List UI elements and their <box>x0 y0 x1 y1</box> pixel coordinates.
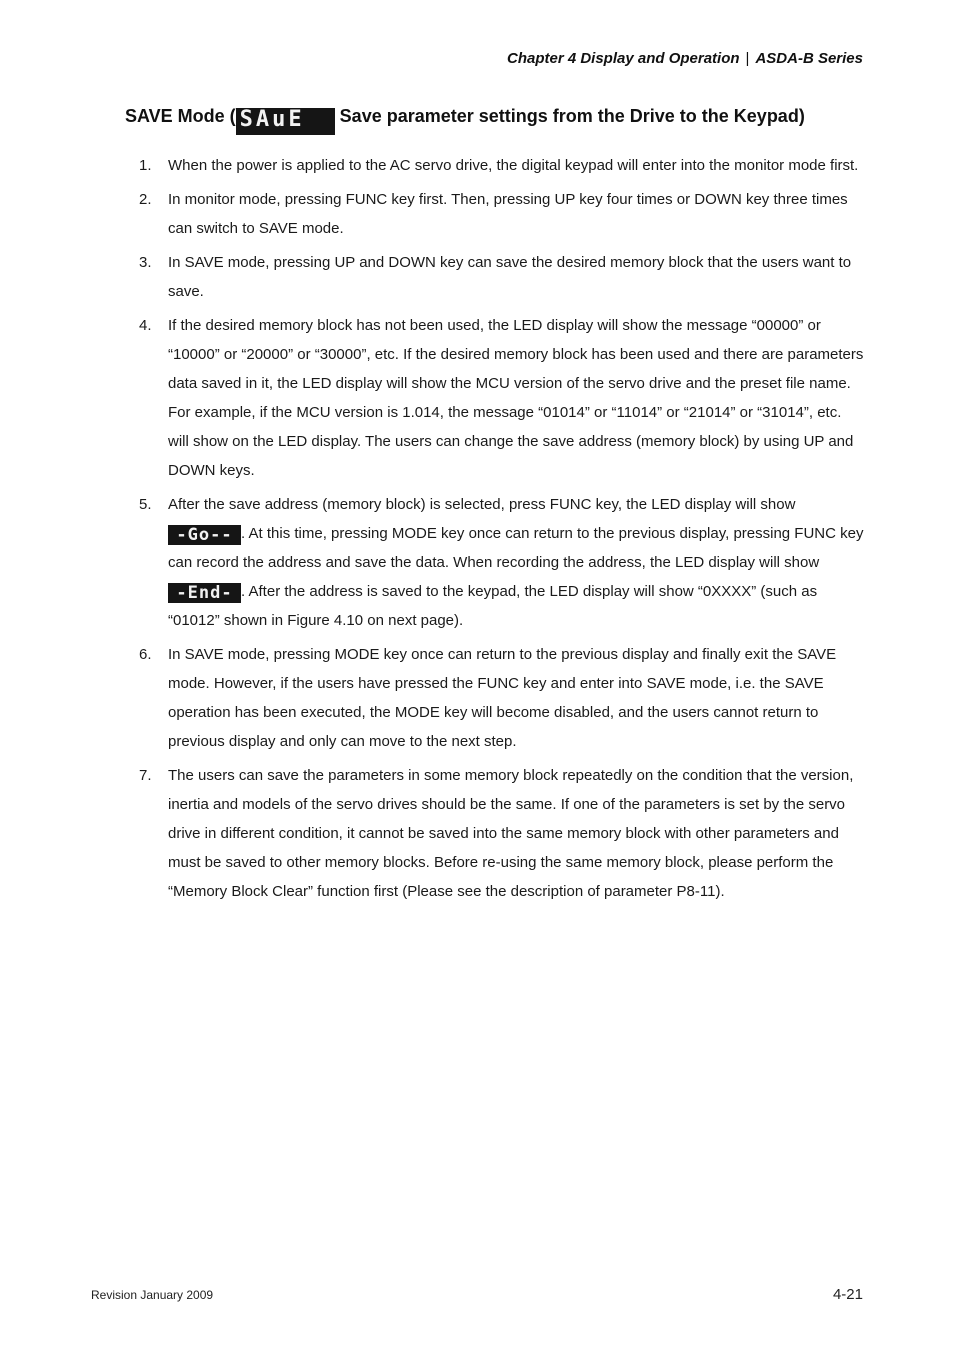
list-item-text: In SAVE mode, pressing UP and DOWN key can save the desired memory block that the users want to save. <box>168 254 852 300</box>
go-lcd-display: -Go-- <box>168 525 241 545</box>
header-chapter: Chapter 4 Display and Operation <box>506 50 740 67</box>
list-item-number: 6. <box>139 646 152 663</box>
list-item <box>125 490 865 635</box>
list-item-number: 5. <box>139 496 152 513</box>
header-separator: | <box>745 50 750 67</box>
list-item-number: 4. <box>139 317 152 334</box>
list-item-text: In SAVE mode, pressing MODE key once can return to the previous display and finally exit the SAVE mode. However, if the users have pressed the FUNC key and enter into SAVE mode, i.e. the SAVE operation has been executed, the MODE key will become disabled, and the users cannot return to previous display and only can move to the next step. <box>168 646 837 750</box>
running-header <box>507 50 863 67</box>
list-item-text: If the desired memory block has not been used, the LED display will show the message “00000” or “10000” or “20000” or “30000”, etc. If the desired memory block has been used and there are parameters data saved in it, the LED display will show the MCU version of the servo drive and the preset file name. For example, if the MCU version is 1.014, the message “01014” or “11014” or “21014” or “31014”, etc. will show on the LED display. The users can change the save address (memory block) by using UP and DOWN keys. <box>168 317 864 479</box>
list-item-number: 1. <box>139 157 152 174</box>
list-item <box>125 311 865 485</box>
section-title-suffix: Save parameter settings from the Drive to the Keypad) <box>334 106 805 126</box>
list-item-number: 3. <box>139 254 152 271</box>
section-title-prefix: SAVE Mode ( <box>125 106 236 126</box>
end-lcd-display: -End- <box>168 583 241 603</box>
list-item-text-part1: After the save address (memory block) is selected, press FUNC key, the LED display will show <box>168 496 796 513</box>
procedure-list <box>125 151 865 911</box>
revision-date: Revision January 2009 <box>91 1288 214 1302</box>
save-lcd-display: SAuE <box>236 108 335 135</box>
list-item-text-part2: . At this time, pressing MODE key once can return to the previous display, pressing FUNC key can record the address and save the data. When recording the address, the LED display will show <box>168 525 864 571</box>
header-series: ASDA-B Series <box>755 50 863 67</box>
list-item-text: When the power is applied to the AC servo drive, the digital keypad will enter into the monitor mode first. <box>168 157 859 174</box>
section-title <box>125 106 885 135</box>
list-item-text: In monitor mode, pressing FUNC key first. Then, pressing UP key four times or DOWN key three times can switch to SAVE mode. <box>168 191 848 237</box>
list-item-number: 7. <box>139 767 152 784</box>
list-item <box>125 185 865 243</box>
list-item <box>125 151 865 180</box>
list-item-number: 2. <box>139 191 152 208</box>
page-number: 4-21 <box>832 1286 863 1303</box>
list-item <box>125 640 865 756</box>
list-item-text: The users can save the parameters in some memory block repeatedly on the condition that the version, inertia and models of the servo drives should be the same. If one of the parameters is set by the servo drive in different condition, it cannot be saved into the same memory block with other parameters and must be saved to other memory blocks. Before re-using the same memory block, please perform the “Memory Block Clear” function first (Please see the description of parameter P8-11). <box>168 767 854 900</box>
list-item <box>125 248 865 306</box>
list-item-text-part3: . After the address is saved to the keypad, the LED display will show “0XXXX” (such as “01012” shown in Figure 4.10 on next page). <box>168 583 818 629</box>
list-item <box>125 761 865 906</box>
